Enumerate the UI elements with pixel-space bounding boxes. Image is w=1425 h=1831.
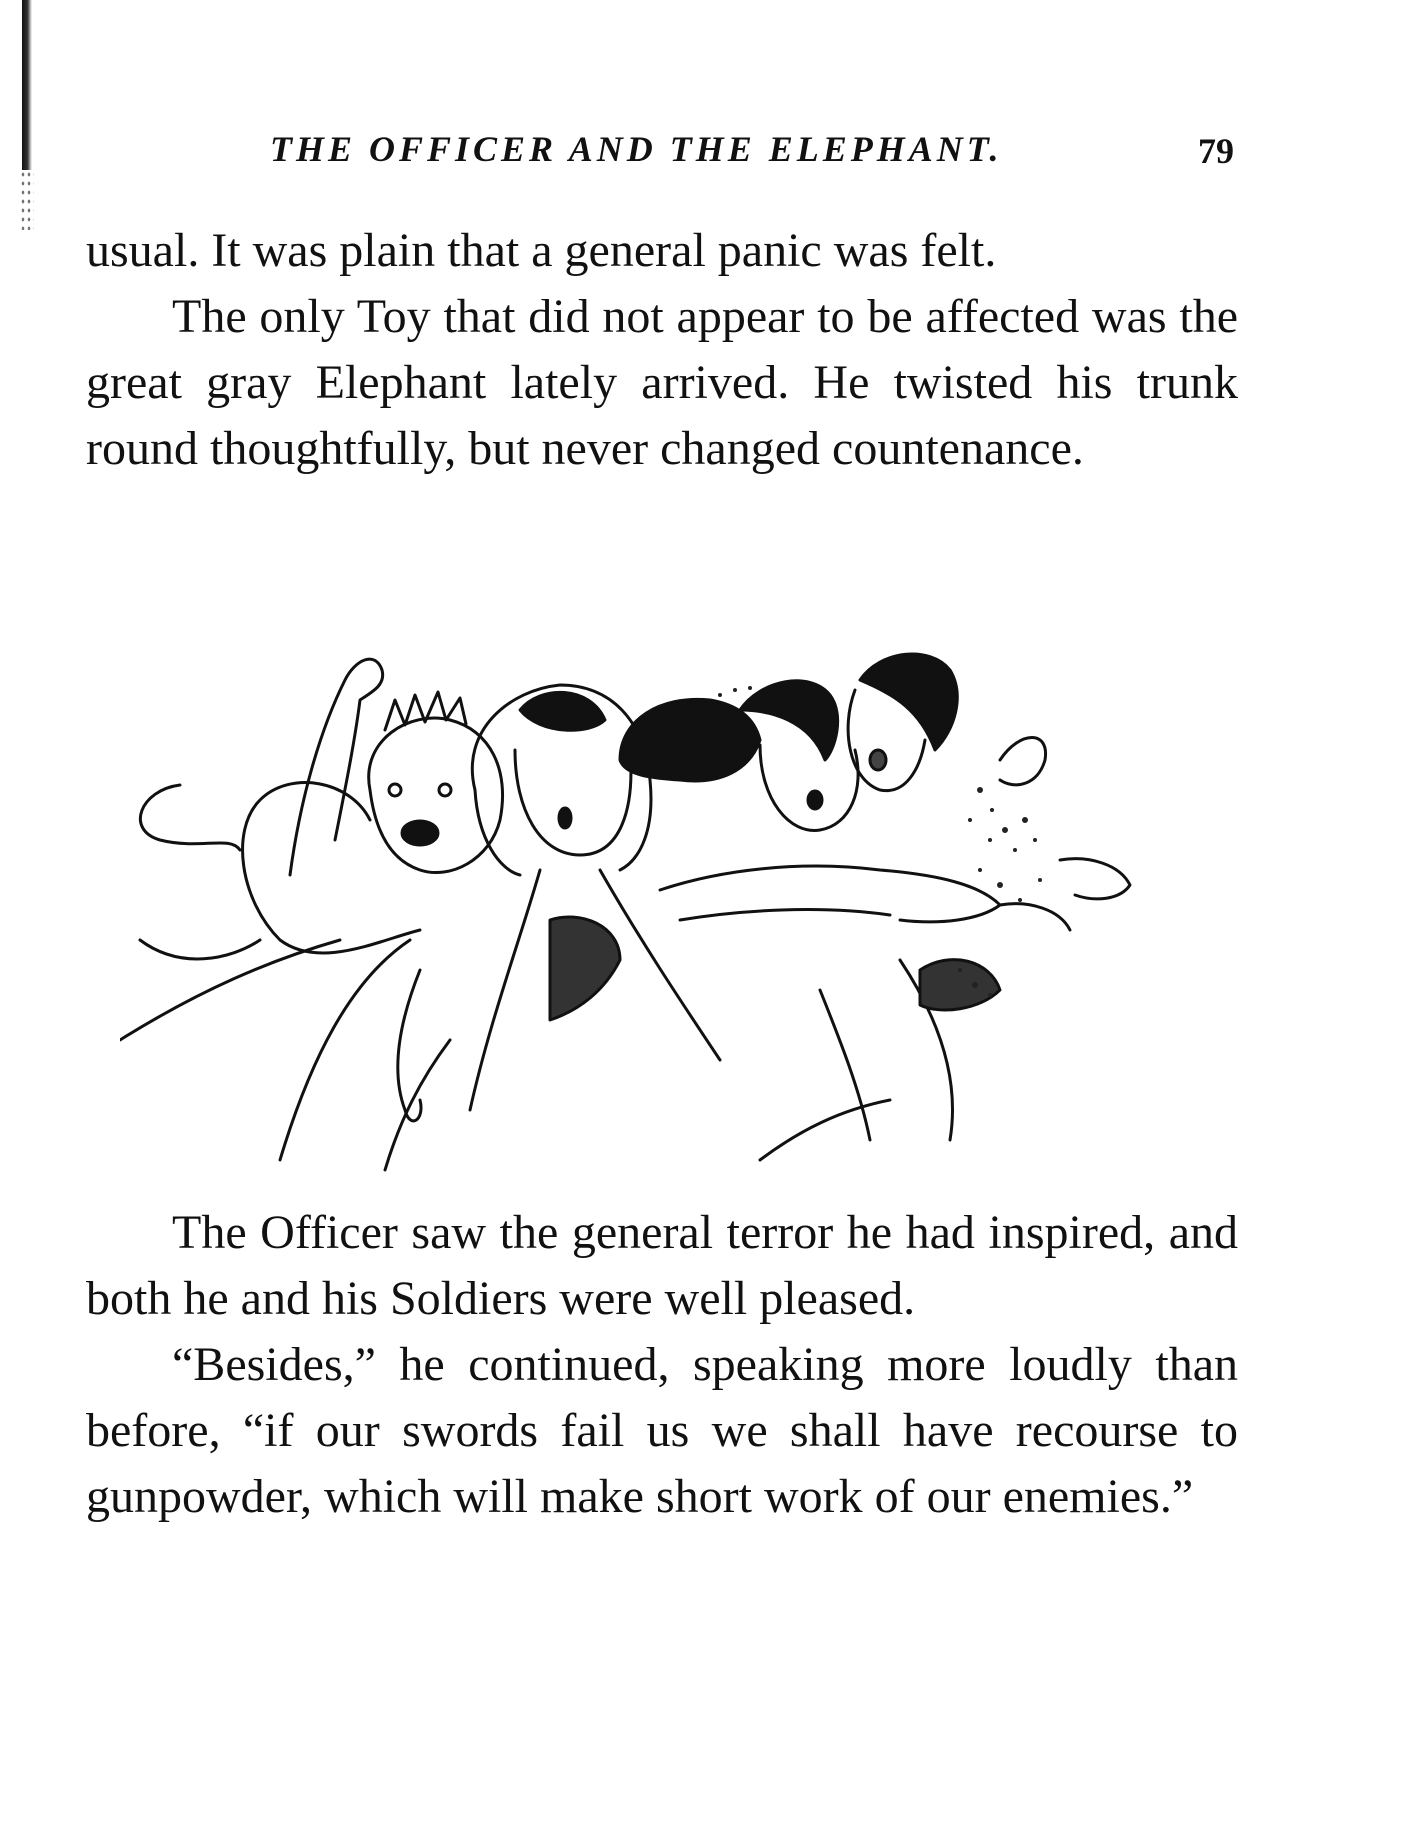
far-right-doll-cheek — [870, 750, 886, 770]
right-doll-face — [760, 745, 858, 830]
left-doll-skirt — [120, 940, 410, 1160]
left-doll-dress — [243, 783, 420, 953]
left-doll-open-mouth — [402, 821, 438, 845]
center-doll-mouth — [559, 808, 571, 828]
far-right-doll-bow — [1000, 738, 1046, 785]
center-doll-bangs — [520, 692, 605, 730]
far-right-doll-hair — [860, 654, 957, 750]
left-doll-hair — [385, 692, 466, 730]
body-text-top — [86, 218, 1238, 482]
right-doll-mouth — [808, 791, 822, 809]
page-edge-specks — [20, 170, 34, 230]
right-doll-shaded-dress — [920, 960, 1000, 1010]
linked-arms — [660, 866, 1070, 930]
center-doll-face — [515, 750, 631, 855]
body-text-bottom — [86, 1200, 1238, 1530]
paragraph-continuation: usual. It was plain that a general panic was felt. — [86, 224, 997, 277]
left-doll-eye-2 — [439, 784, 451, 796]
paragraph-besides: “Besides,” he continued, speaking more loudly than before, “if our swords fail us we shall have recourse to gunpowder, which will make short work of our enemies.” — [86, 1338, 1238, 1523]
paragraph-elephant: The only Toy that did not appear to be affected was the great gray Elephant lately arrived. He twisted his trunk round thoughtfully, but never changed countenance. — [86, 290, 1238, 475]
center-doll-hand — [398, 970, 421, 1121]
running-head-title: THE OFFICER AND THE ELEPHANT. — [270, 129, 1003, 169]
left-doll-head — [369, 718, 503, 872]
paragraph-officer: The Officer saw the general terror he had inspired, and both he and his Soldiers were well pleased. — [86, 1206, 1238, 1325]
page-edge-shadow — [22, 0, 32, 170]
dolls-in-panic-illustration — [120, 640, 1220, 1180]
speckle-dots — [718, 686, 1042, 997]
right-doll-hair — [620, 699, 760, 781]
page-number: 79 — [1198, 131, 1234, 171]
left-doll-ribbon — [140, 785, 260, 959]
left-doll-eye — [389, 784, 401, 796]
center-doll-shaded-sleeve — [550, 917, 620, 1020]
right-hand — [1060, 859, 1130, 899]
